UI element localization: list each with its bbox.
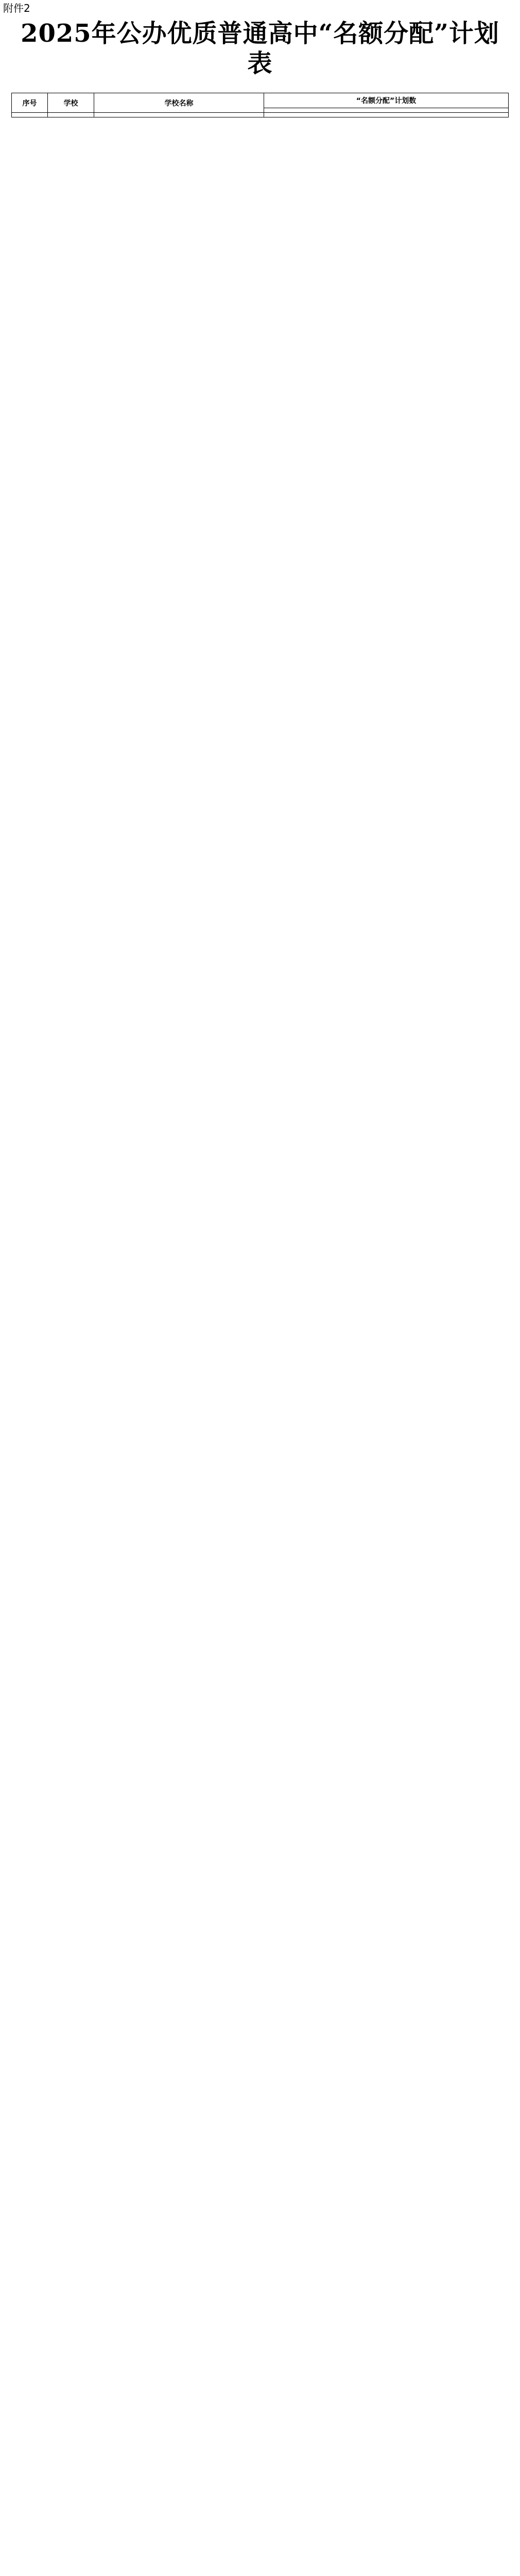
header-plan-subcell	[264, 108, 509, 113]
table-header-row	[12, 93, 509, 108]
table-cell-plan	[264, 113, 509, 117]
allocation-table	[11, 93, 509, 117]
table-row	[12, 113, 509, 117]
header-district: 学校	[48, 93, 94, 113]
table-cell-school	[94, 113, 264, 117]
attachment-label: 附件2	[3, 2, 30, 14]
header-school: 学校名称	[94, 93, 264, 113]
allocation-section	[11, 93, 509, 117]
table-cell-seq	[12, 113, 48, 117]
table-cell-district	[48, 113, 94, 117]
page-title: 2025年公办优质普通高中“名额分配”计划表	[21, 19, 499, 78]
header-plan-group: “名额分配”计划数	[264, 93, 509, 108]
header-seq: 序号	[12, 93, 48, 113]
